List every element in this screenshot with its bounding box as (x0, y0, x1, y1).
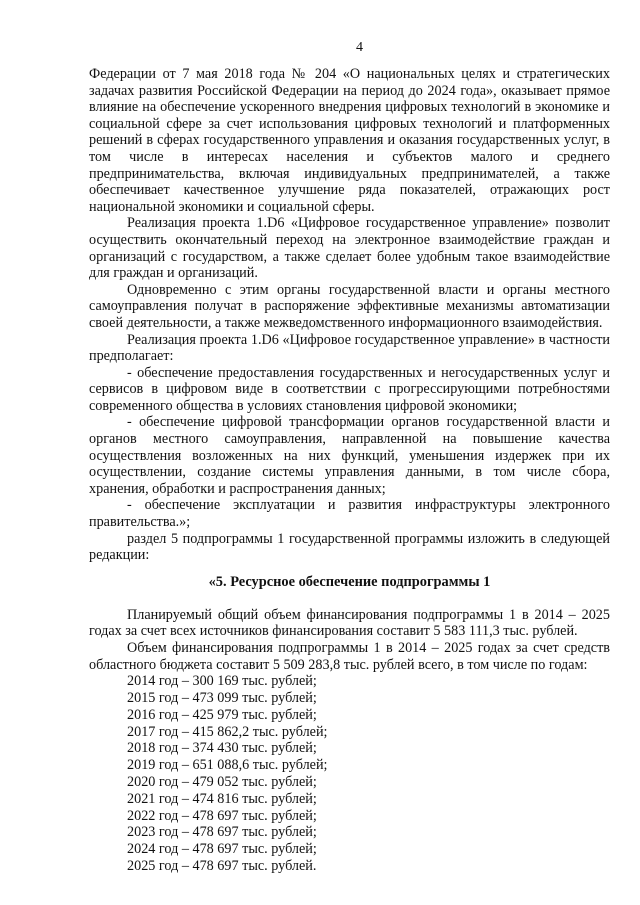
list-item: 2018 год – 374 430 тыс. рублей; (127, 740, 317, 757)
list-item-services: - обеспечение предоставления государственных и негосударственных услуг и сервисов в цифровом виде в соответствии с прогрессирующими потребностями современного общества в условиях становления цифровой экономики; (89, 364, 610, 414)
list-item: 2023 год – 478 697 тыс. рублей; (127, 824, 317, 841)
list-item: 2022 год – 478 697 тыс. рублей; (127, 807, 317, 824)
paragraph-continuation: Федерации от 7 мая 2018 года № 204 «О национальных целях и стратегических задачах развития Российской Федерации на период до 2024 года», оказывает прямое влияние на обеспечение ускоренного внедрения цифровых технологий в экономике и социальной сфере за счет использования цифровых технологий и платформенных решений в сферах государственного управления и оказания государственных услуг, в том числе в интересах населения и субъектов малого и среднего предпринимательства, включая индивидуальных предпринимателей, а также обеспечивает качественное улучшение ряда показателей, отражающих рост национальной экономики и социальной сферы. (89, 66, 610, 215)
paragraph-total-funding: Планируемый общий объем финансирования подпрограммы 1 в 2014 – 2025 годах за счет всех источников финансирования составит 5 583 111,3 тыс. рублей. (89, 606, 610, 640)
list-item: 2014 год – 300 169 тыс. рублей; (127, 673, 317, 690)
paragraph-project-implementation: Реализация проекта 1.D6 «Цифровое государственное управление» позволит осуществить окончательный переход на электронное взаимодействие граждан и организаций с государством, а также сделает более удобным такое взаимодействие для граждан и организаций. (89, 215, 610, 282)
list-item-transformation: - обеспечение цифровой трансформации органов государственной власти и органов местного самоуправления, направленной на повышение качества осуществления возложенных на них функций, уменьшения издержек при их осуществлении, создание системы управления данными, в том числе сбора, хранения, обработки и распространения данных; (89, 414, 610, 497)
page-number: 4 (356, 40, 363, 55)
paragraph-regional-funding: Объем финансирования подпрограммы 1 в 2014 – 2025 годах за счет средств областного бюджета составит 5 509 283,8 тыс. рублей всего, в том числе по годам: (89, 640, 610, 673)
document-body (89, 66, 610, 875)
funding-by-year-list (89, 673, 610, 875)
list-item: 2021 год – 474 816 тыс. рублей; (127, 790, 317, 807)
list-item: 2019 год – 651 088,6 тыс. рублей; (127, 757, 328, 774)
paragraph-section-5-instruction: раздел 5 подпрограммы 1 государственной программы изложить в следующей редакции: (89, 530, 610, 564)
list-item: 2015 год – 473 099 тыс. рублей; (127, 689, 317, 706)
list-item-infrastructure: - обеспечение эксплуатации и развития инфраструктуры электронного правительства.»; (89, 497, 610, 531)
list-item: 2025 год – 478 697 тыс. рублей. (127, 857, 317, 874)
paragraph-authorities: Одновременно с этим органы государственной власти и органы местного самоуправления получат в распоряжение эффективные механизмы автоматизации своей деятельности, а также межведомственного информационного взаимодействия. (89, 281, 610, 331)
section-heading: «5. Ресурсное обеспечение подпрограммы 1 (208, 573, 491, 590)
list-item: 2016 год – 425 979 тыс. рублей; (127, 706, 317, 723)
list-item: 2017 год – 415 862,2 тыс. рублей; (127, 723, 328, 740)
list-item: 2020 год – 479 052 тыс. рублей; (127, 773, 317, 790)
paragraph-project-intro: Реализация проекта 1.D6 «Цифровое государственное управление» в частности предполагает: (89, 331, 610, 365)
list-item: 2024 год – 478 697 тыс. рублей; (127, 841, 317, 858)
